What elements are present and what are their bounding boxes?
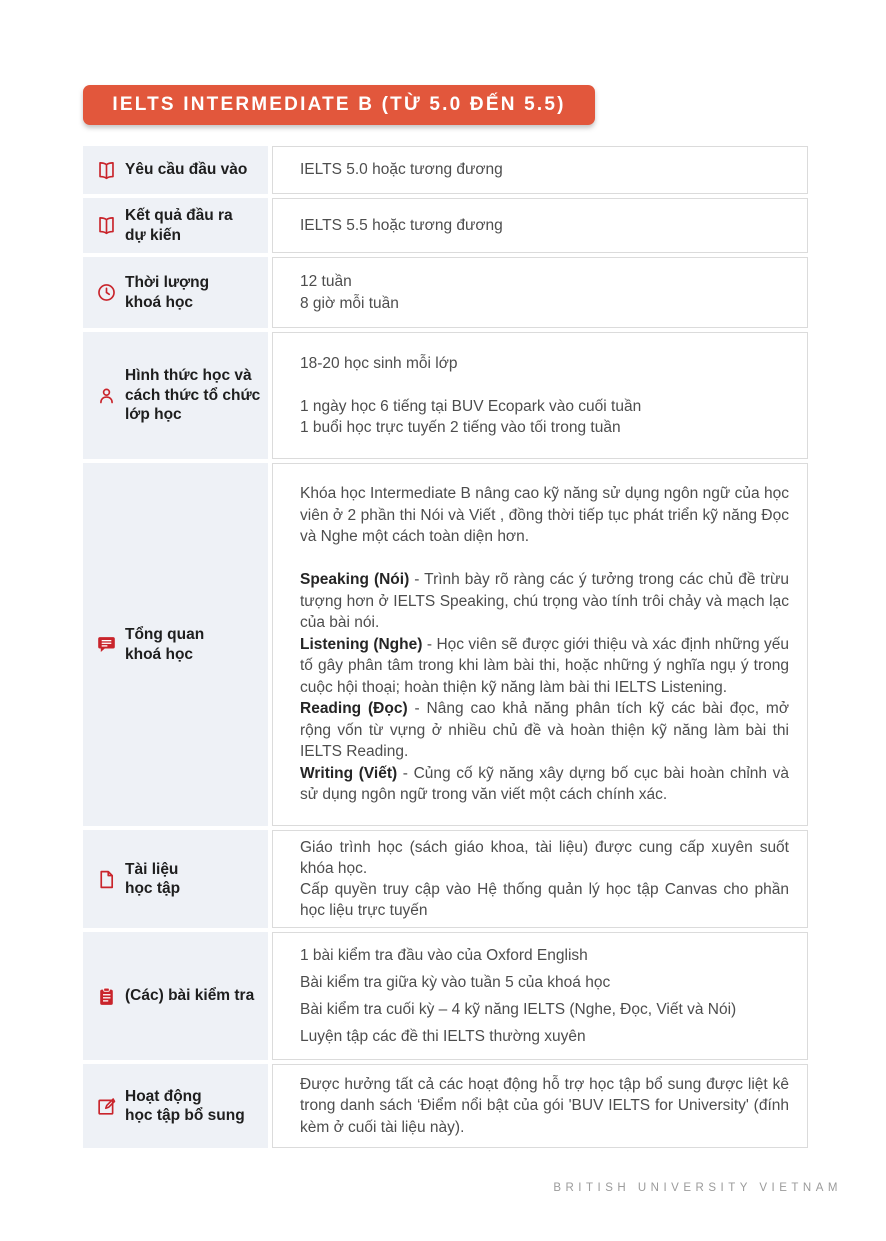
row-value-cell: [272, 1064, 808, 1148]
value-line: Speaking (Nói) - Trình bày rõ ràng các ý tưởng trong các chủ đề trừu tượng hơn ở IELTS Speaking, chú trọng vào tính trôi chảy và mạch lạc của bài nói.: [300, 571, 789, 632]
value-line: Khóa học Intermediate B nâng cao kỹ năng sử dụng ngôn ngữ của học viên ở 2 phần thi Nói và Viết , đồng thời tiếp tục phát triển kỹ năng Đọc và Nghe một cách toàn diện hơn.: [300, 485, 789, 546]
value-line: Bài kiểm tra cuối kỳ – 4 kỹ năng IELTS (Nghe, Đọc, Viết và Nói): [300, 1001, 737, 1018]
row-label: Tổng quan khoá học: [125, 626, 205, 663]
pencil-box-icon: [95, 1095, 117, 1117]
chat-bubble-icon: [95, 634, 117, 656]
row-label: Hoạt động học tập bổ sung: [125, 1087, 245, 1124]
row-value-cell: [272, 198, 808, 253]
row-label: Thời lượng khoá học: [125, 274, 210, 311]
footer-brand: BRITISH UNIVERSITY VIETNAM: [553, 1182, 842, 1194]
value-line: Luyện tập các đề thi IELTS thường xuyên: [300, 1028, 586, 1045]
value-line: 8 giờ mỗi tuần: [300, 294, 399, 312]
row-label: Kết quả đầu ra dự kiến: [125, 207, 233, 244]
table-row: [83, 463, 808, 826]
open-book-icon: [95, 215, 117, 237]
value-line: Bài kiểm tra giữa kỳ vào tuần 5 của khoá học: [300, 974, 611, 991]
row-label-cell: [83, 332, 268, 459]
row-value-cell: [272, 257, 808, 328]
value-line: IELTS 5.5 hoặc tương đương: [300, 216, 503, 234]
table-row: [83, 198, 808, 253]
row-label: (Các) bài kiểm tra: [125, 987, 255, 1005]
row-label-cell: [83, 463, 268, 826]
course-info-table: [83, 146, 808, 1152]
table-row: [83, 332, 808, 459]
person-icon: [95, 385, 117, 407]
open-book-icon: [95, 159, 117, 181]
row-value-cell: [272, 146, 808, 194]
value-line: Cấp quyền truy cập vào Hệ thống quản lý học tập Canvas cho phần học liệu trực tuyến: [300, 881, 789, 919]
row-label-cell: [83, 257, 268, 328]
row-value-cell: [272, 830, 808, 928]
row-label: Yêu cầu đầu vào: [125, 161, 248, 179]
table-row: [83, 932, 808, 1060]
row-label: Hình thức học và cách thức tổ chức lớp học: [125, 367, 261, 424]
value-line: Giáo trình học (sách giáo khoa, tài liệu) được cung cấp xuyên suốt khóa học.: [300, 839, 789, 877]
course-title-banner: IELTS INTERMEDIATE B (TỪ 5.0 ĐẾN 5.5): [83, 85, 595, 125]
value-line: 1 ngày học 6 tiếng tại BUV Ecopark vào cuối tuần: [300, 397, 642, 415]
clipboard-icon: [95, 985, 117, 1007]
row-label-cell: [83, 198, 268, 253]
table-row: [83, 146, 808, 194]
value-line: Được hưởng tất cả các hoạt động hỗ trợ học tập bổ sung được liệt kê trong danh sách ‘Điểm nổi bật của gói 'BUV IELTS for University' (đính kèm ở cuối tài liệu này).: [300, 1075, 789, 1136]
row-label-cell: [83, 932, 268, 1060]
value-line: Writing (Viết) - Củng cố kỹ năng xây dựng bố cục bài hoàn chỉnh và sử dụng ngôn ngữ trong văn viết một cách chính xác.: [300, 764, 789, 804]
row-value-cell: [272, 332, 808, 459]
table-row: [83, 1064, 808, 1148]
value-line: Listening (Nghe) - Học viên sẽ được giới thiệu và xác định những yếu tố gây phân tâm trong khi làm bài thi, hoặc những ý nghĩa ngụ ý trong cuộc hội thoại; hoàn thiện kỹ năng làm bài thi IELTS Listening.: [300, 635, 789, 696]
row-label-cell: [83, 1064, 268, 1148]
value-line: 1 buổi học trực tuyến 2 tiếng vào tối trong tuần: [300, 419, 621, 436]
row-value-cell: [272, 463, 808, 826]
row-value-cell: [272, 932, 808, 1060]
row-label-cell: [83, 146, 268, 194]
value-line: 18-20 học sinh mỗi lớp: [300, 354, 458, 372]
value-line: 12 tuần: [300, 273, 352, 290]
row-label-cell: [83, 830, 268, 928]
clock-icon: [95, 282, 117, 304]
value-line: 1 bài kiểm tra đầu vào của Oxford English: [300, 947, 588, 964]
document-icon: [95, 868, 117, 890]
table-row: [83, 830, 808, 928]
value-line: IELTS 5.0 hoặc tương đương: [300, 161, 503, 179]
table-row: [83, 257, 808, 328]
value-line: Reading (Đọc) - Nâng cao khả năng phân tích kỹ các bài đọc, mở rộng vốn từ vựng ở nhiều chủ đề và hoàn thiện kỹ năng làm bài thi IELTS Reading.: [300, 700, 790, 761]
row-label: Tài liệu học tập: [125, 860, 181, 897]
